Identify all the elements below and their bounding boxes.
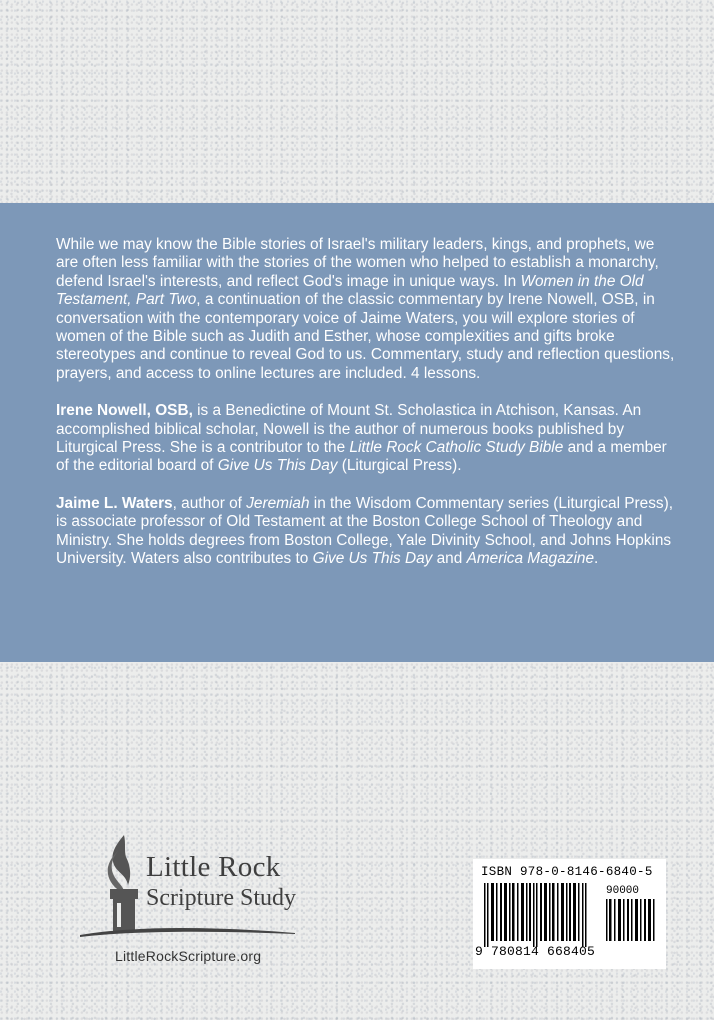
publisher-logo — [80, 833, 310, 943]
price-code: 90000 — [606, 885, 640, 897]
book-description: While we may know the Bible stories of Israel's military leaders, kings, and prophets, we are often less familiar with the stories of the women who helped to establish a monarchy, defend Israel's interests, and reflect God's image in unique ways. In Women in the Old Testament, Part Two, a continuation of the classic commentary by Irene Nowell, OSB, in conversation with the contemporary voice of Jaime Waters, you will explore stories of women of the Bible such as Judith and Esther, whose complexities and gifts broke stereotypes and continue to reveal God to us. Commentary, study and reflection questions, prayers, and access to online lectures are included. 4 lessons. — [56, 236, 675, 382]
publisher-website: LittleRockScripture.org — [115, 948, 262, 964]
back-cover-copy — [56, 236, 676, 588]
isbn-number: ISBN 978-0-8146-6840-5 — [481, 865, 653, 879]
author-bio-waters: Jaime L. Waters, author of Jeremiah in the Wisdom Commentary series (Liturgical Press), is associate professor of Old Testament at the Boston College School of Theology and Ministry. She holds degrees from Boston College, Yale Divinity School, and Johns Hopkins University. Waters also contributes to Give Us This Day and America Magazine. — [56, 494, 674, 568]
ean-digits: 9 780814 668405 — [475, 944, 596, 959]
logo-line-scripture-study: Scripture Study — [146, 885, 296, 911]
logo-line-little-rock: Little Rock — [146, 851, 281, 883]
author-name-nowell: Irene Nowell, OSB, — [56, 402, 193, 420]
author-bio-nowell: Irene Nowell, OSB, is a Benedictine of Mount St. Scholastica in Atchison, Kansas. An accomplished biblical scholar, Nowell is the author of numerous books published by Liturgical Press. She is a contributor to the Little Rock Catholic Study Bible and a member of the editorial board of Give Us This Day (Liturgical Press). — [56, 402, 667, 475]
isbn-barcode — [473, 859, 666, 969]
book-title: Women in the Old Testament, Part Two — [56, 272, 644, 309]
author-name-waters: Jaime L. Waters — [56, 494, 173, 512]
